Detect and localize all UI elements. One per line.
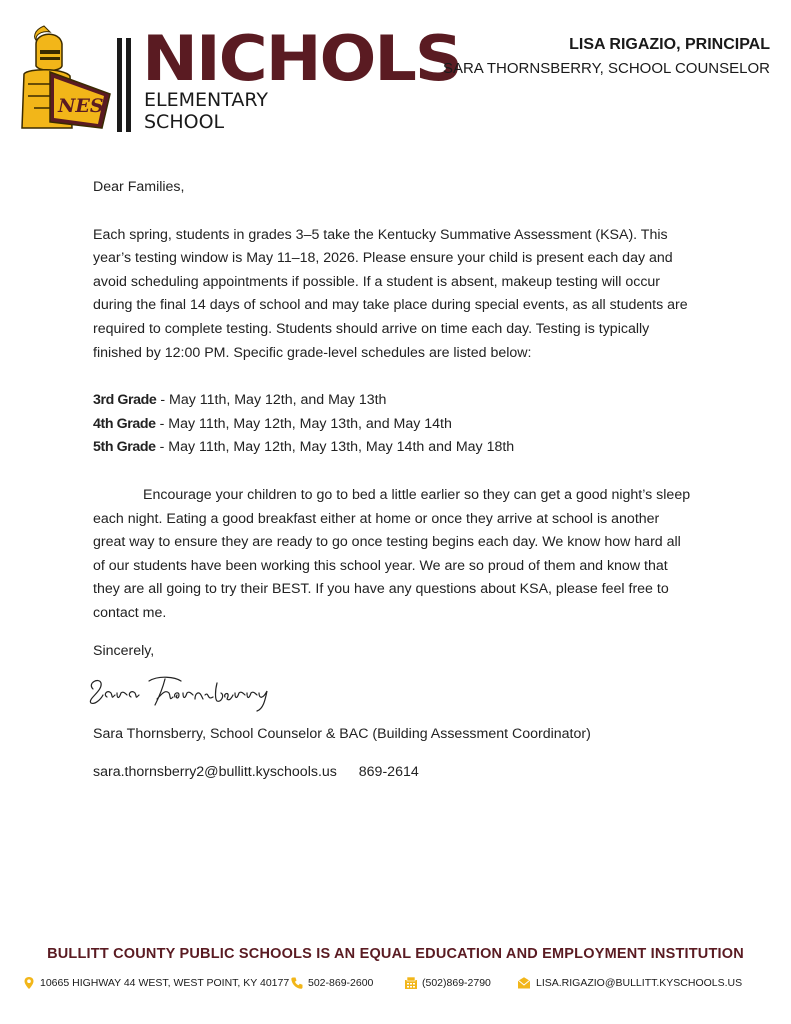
fax-icon [404,976,418,990]
grade-schedule [93,389,693,460]
footer-fax [404,974,491,992]
email-icon [516,976,532,990]
school-subtitle-line: SCHOOL [144,111,225,133]
grade-label: 3rd Grade [93,392,157,409]
footer-phone [290,974,373,992]
greeting: Dear Families, [93,179,185,195]
header-divider [126,38,131,132]
schedule-line [93,436,693,460]
footer-email-text[interactable]: LISA.RIGAZIO@BULLITT.KYSCHOOLS.US [536,977,743,989]
footer-email [516,974,742,992]
grade-dates: - May 11th, May 12th, and May 13th [156,392,387,409]
handwritten-signature [85,669,285,713]
encouragement-paragraph: Encourage your children to go to bed a little earlier so they can get a good night’s sleep each night. Eating a good breakfast either at home or once they arrive at school is another great way to ensure they are ready to go once testing begins each day. We know how hard all of our students have been working this school year. We are so proud of them and know that they are all going to try their BEST. If you have any questions about KSA, please feel free to contact me. [93,486,691,621]
grade-dates: - May 11th, May 12th, May 13th, and May 14th [155,415,452,432]
footer-address-text: 10665 HIGHWAY 44 WEST, WEST POINT, KY 40177 [40,977,290,989]
school-name: NICHOLS [142,22,461,95]
footer-fax-text: (502)869-2790 [422,977,491,989]
school-subtitle [144,89,268,133]
school-subtitle-line: ELEMENTARY [144,89,268,111]
logo-shield-text: NES [58,95,104,117]
contact-line [93,761,693,785]
grade-label: 4th Grade [93,415,156,432]
letter-body [93,176,693,784]
principal-name: LISA RIGAZIO, PRINCIPAL [569,36,770,53]
counselor-name: SARA THORNSBERRY, SCHOOL COUNSELOR [442,60,770,77]
schedule-line [93,389,693,413]
closing: Sincerely, [93,642,155,659]
knight-mascot-logo [14,24,112,132]
location-pin-icon [22,976,36,990]
grade-label: 5th Grade [93,439,156,456]
signer-title: Sara Thornsberry, School Counselor & BAC (Building Assessment Coordinator) [93,726,591,743]
footer-title: BULLITT COUNTY PUBLIC SCHOOLS IS AN EQUAL EDUCATION AND EMPLOYMENT INSTITUTION [47,946,744,962]
footer-address [22,974,289,992]
schedule-line [93,413,693,437]
phone-icon [290,976,304,990]
contact-phone: 869-2614 [358,763,419,780]
footer-phone-text: 502-869-2600 [308,977,374,989]
grade-dates: - May 11th, May 12th, May 13th, May 14th and May 18th [155,439,515,456]
contact-email[interactable]: sara.thornsberry2@bullitt.kyschools.us [93,763,337,780]
header-divider [117,38,122,132]
intro-paragraph: Each spring, students in grades 3–5 take the Kentucky Summative Assessment (KSA). This year’s testing window is May 11–18, 2026. Please ensure your child is present each day and avoid scheduling appointments if possible. If a student is absent, makeup testing will occur during the final 14 days of school and may take place during special events, as all students are required to complete testing. Students should arrive on time each day. Testing is typically finished by 12:00 PM. Specific grade-level schedules are listed below: [93,226,688,361]
